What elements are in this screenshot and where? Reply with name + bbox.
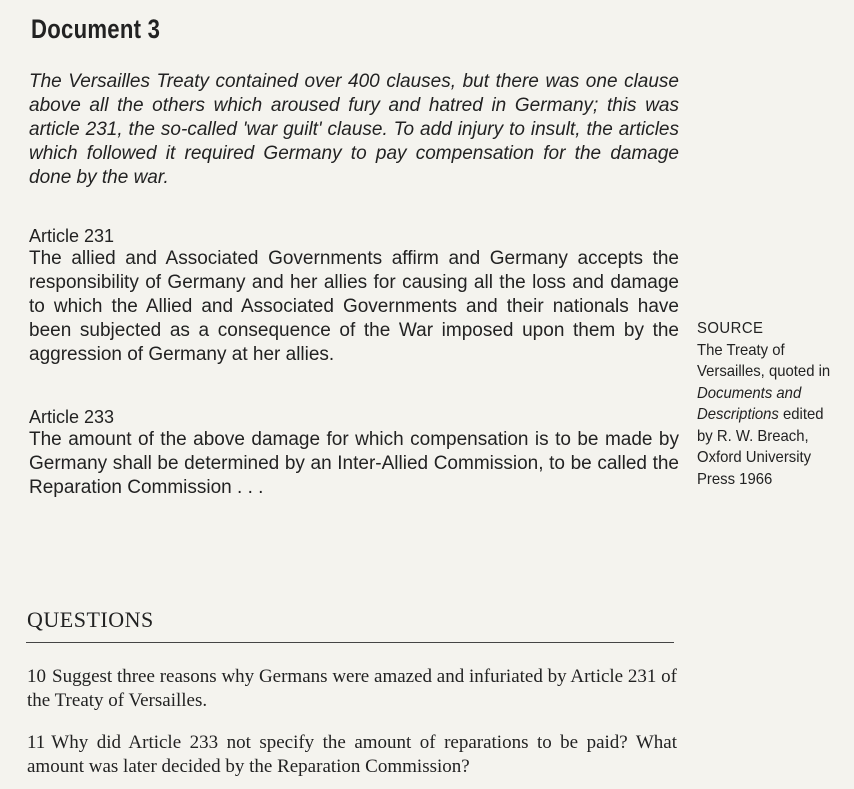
source-label: SOURCE — [697, 320, 764, 337]
article-heading: Article 231 — [29, 226, 115, 246]
article-heading: Article 233 — [29, 407, 115, 427]
article-231-block — [29, 225, 679, 367]
article-text: The allied and Associated Governments affirm and Germany accepts the responsibility of Germany and her allies for causing all the loss and damage to which the Allied and Associated Governments and their nationals have been subjected as a consequence of the War imposed upon them by the aggression of Germany at her allies. — [29, 248, 679, 365]
question-text: Why did Article 233 not specify the amount of reparations to be paid? What amount was later decided by the Reparation Commission? — [27, 732, 677, 777]
source-line: edited by R. W. Breach, Oxford University Press 1966 — [697, 406, 824, 488]
source-line: The Treaty of Versailles, quoted in — [697, 341, 831, 380]
article-text: The amount of the above damage for which compensation is to be made by Germany shall be determined by an Inter-Allied Commission, to be called the Reparation Commission . . . — [29, 429, 679, 498]
question-number: 11 — [27, 732, 46, 753]
divider — [26, 642, 674, 643]
source-book-title: Documents and Descriptions — [697, 384, 802, 423]
source-citation — [697, 318, 837, 490]
question-item — [27, 731, 677, 779]
question-number: 10 — [27, 666, 46, 687]
questions-heading: QUESTIONS — [27, 607, 154, 632]
question-item — [27, 665, 677, 713]
intro-paragraph: The Versailles Treaty contained over 400 clauses, but there was one clause above all the others which aroused fury and hatred in Germany; this was article 231, the so-called 'war guilt' clause. To add injury to insult, the articles which followed it required Germany to pay compensation for the damage done by the war. — [29, 71, 679, 188]
article-233-block — [29, 406, 679, 500]
question-text: Suggest three reasons why Germans were amazed and infuriated by Article 231 of the Treaty of Versailles. — [27, 666, 677, 711]
document-title: Document 3 — [31, 14, 161, 44]
